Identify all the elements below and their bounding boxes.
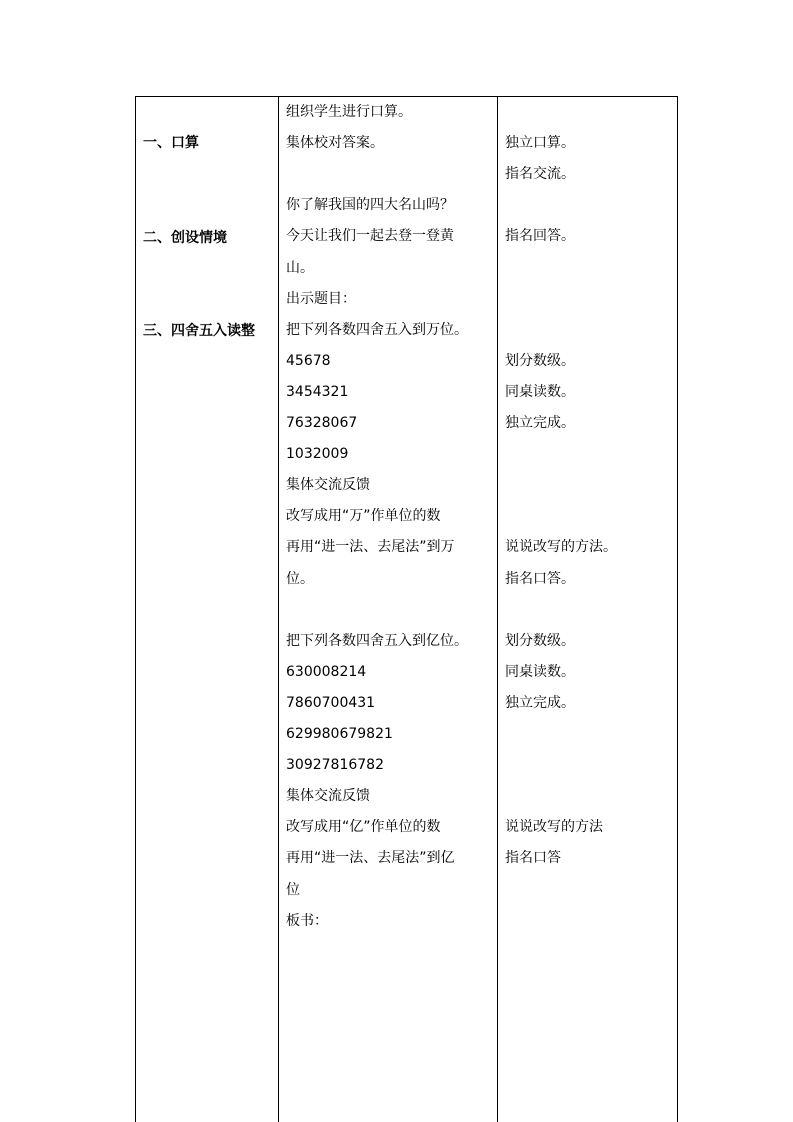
teacher-line: 1032009 — [286, 446, 349, 463]
teacher-line: 再用“进一法、去尾法”到亿 — [286, 850, 455, 867]
teacher-line: 30927816782 — [286, 757, 384, 774]
teacher-line: 出示题目： — [286, 290, 356, 307]
teacher-line: 629980679821 — [286, 726, 393, 742]
teacher-line: 今天让我们一起去登一登黄 — [286, 228, 454, 245]
teacher-line: 把下列各数四舍五入到万位。 — [286, 321, 468, 338]
student-line: 指名回答。 — [505, 228, 575, 245]
teacher-line: 改写成用“万”作单位的数 — [286, 508, 441, 525]
stage-label: 一、口算 — [143, 135, 199, 151]
student-line: 独立完成。 — [505, 694, 575, 711]
student-line: 说说改写的方法 — [505, 819, 603, 836]
teacher-line: 你了解我国的四大名山吗？ — [286, 197, 454, 214]
student-line: 独立完成。 — [505, 415, 575, 431]
teacher-line: 45678 — [286, 352, 331, 369]
column-divider-2 — [497, 96, 498, 1122]
student-line: 指名口答 — [505, 850, 561, 867]
teacher-line: 集体交流反馈 — [286, 788, 370, 805]
column-divider-1 — [278, 96, 279, 1122]
stage-label: 二、创设情境 — [143, 230, 227, 246]
teacher-line: 把下列各数四舍五入到亿位。 — [286, 632, 468, 649]
teacher-line: 集体交流反馈 — [286, 477, 370, 494]
teacher-line: 再用“进一法、去尾法”到万 — [286, 539, 455, 556]
student-line: 说说改写的方法。 — [505, 539, 617, 556]
student-line: 同桌读数。 — [505, 663, 575, 680]
teacher-line: 集体校对答案。 — [286, 135, 384, 152]
student-line: 划分数级。 — [505, 352, 575, 369]
student-line: 指名口答。 — [505, 570, 575, 587]
student-line: 同桌读数。 — [505, 383, 575, 400]
student-line: 独立口算。 — [505, 135, 575, 152]
student-line: 划分数级。 — [505, 632, 575, 649]
teacher-line: 3454321 — [286, 383, 349, 400]
teacher-line: 组织学生进行口算。 — [286, 104, 412, 120]
teacher-line: 630008214 — [286, 663, 367, 680]
teacher-line: 7860700431 — [286, 694, 376, 711]
teacher-line: 改写成用“亿”作单位的数 — [286, 819, 441, 836]
teacher-line: 位 — [286, 881, 300, 898]
lesson-table — [135, 96, 678, 1122]
teacher-line: 山。 — [286, 259, 314, 276]
student-line: 指名交流。 — [505, 166, 575, 183]
teacher-line: 76328067 — [286, 415, 358, 431]
teacher-line: 位。 — [286, 570, 314, 587]
stage-label: 三、四舍五入读整 — [143, 323, 255, 339]
teacher-line: 板书： — [286, 912, 328, 929]
